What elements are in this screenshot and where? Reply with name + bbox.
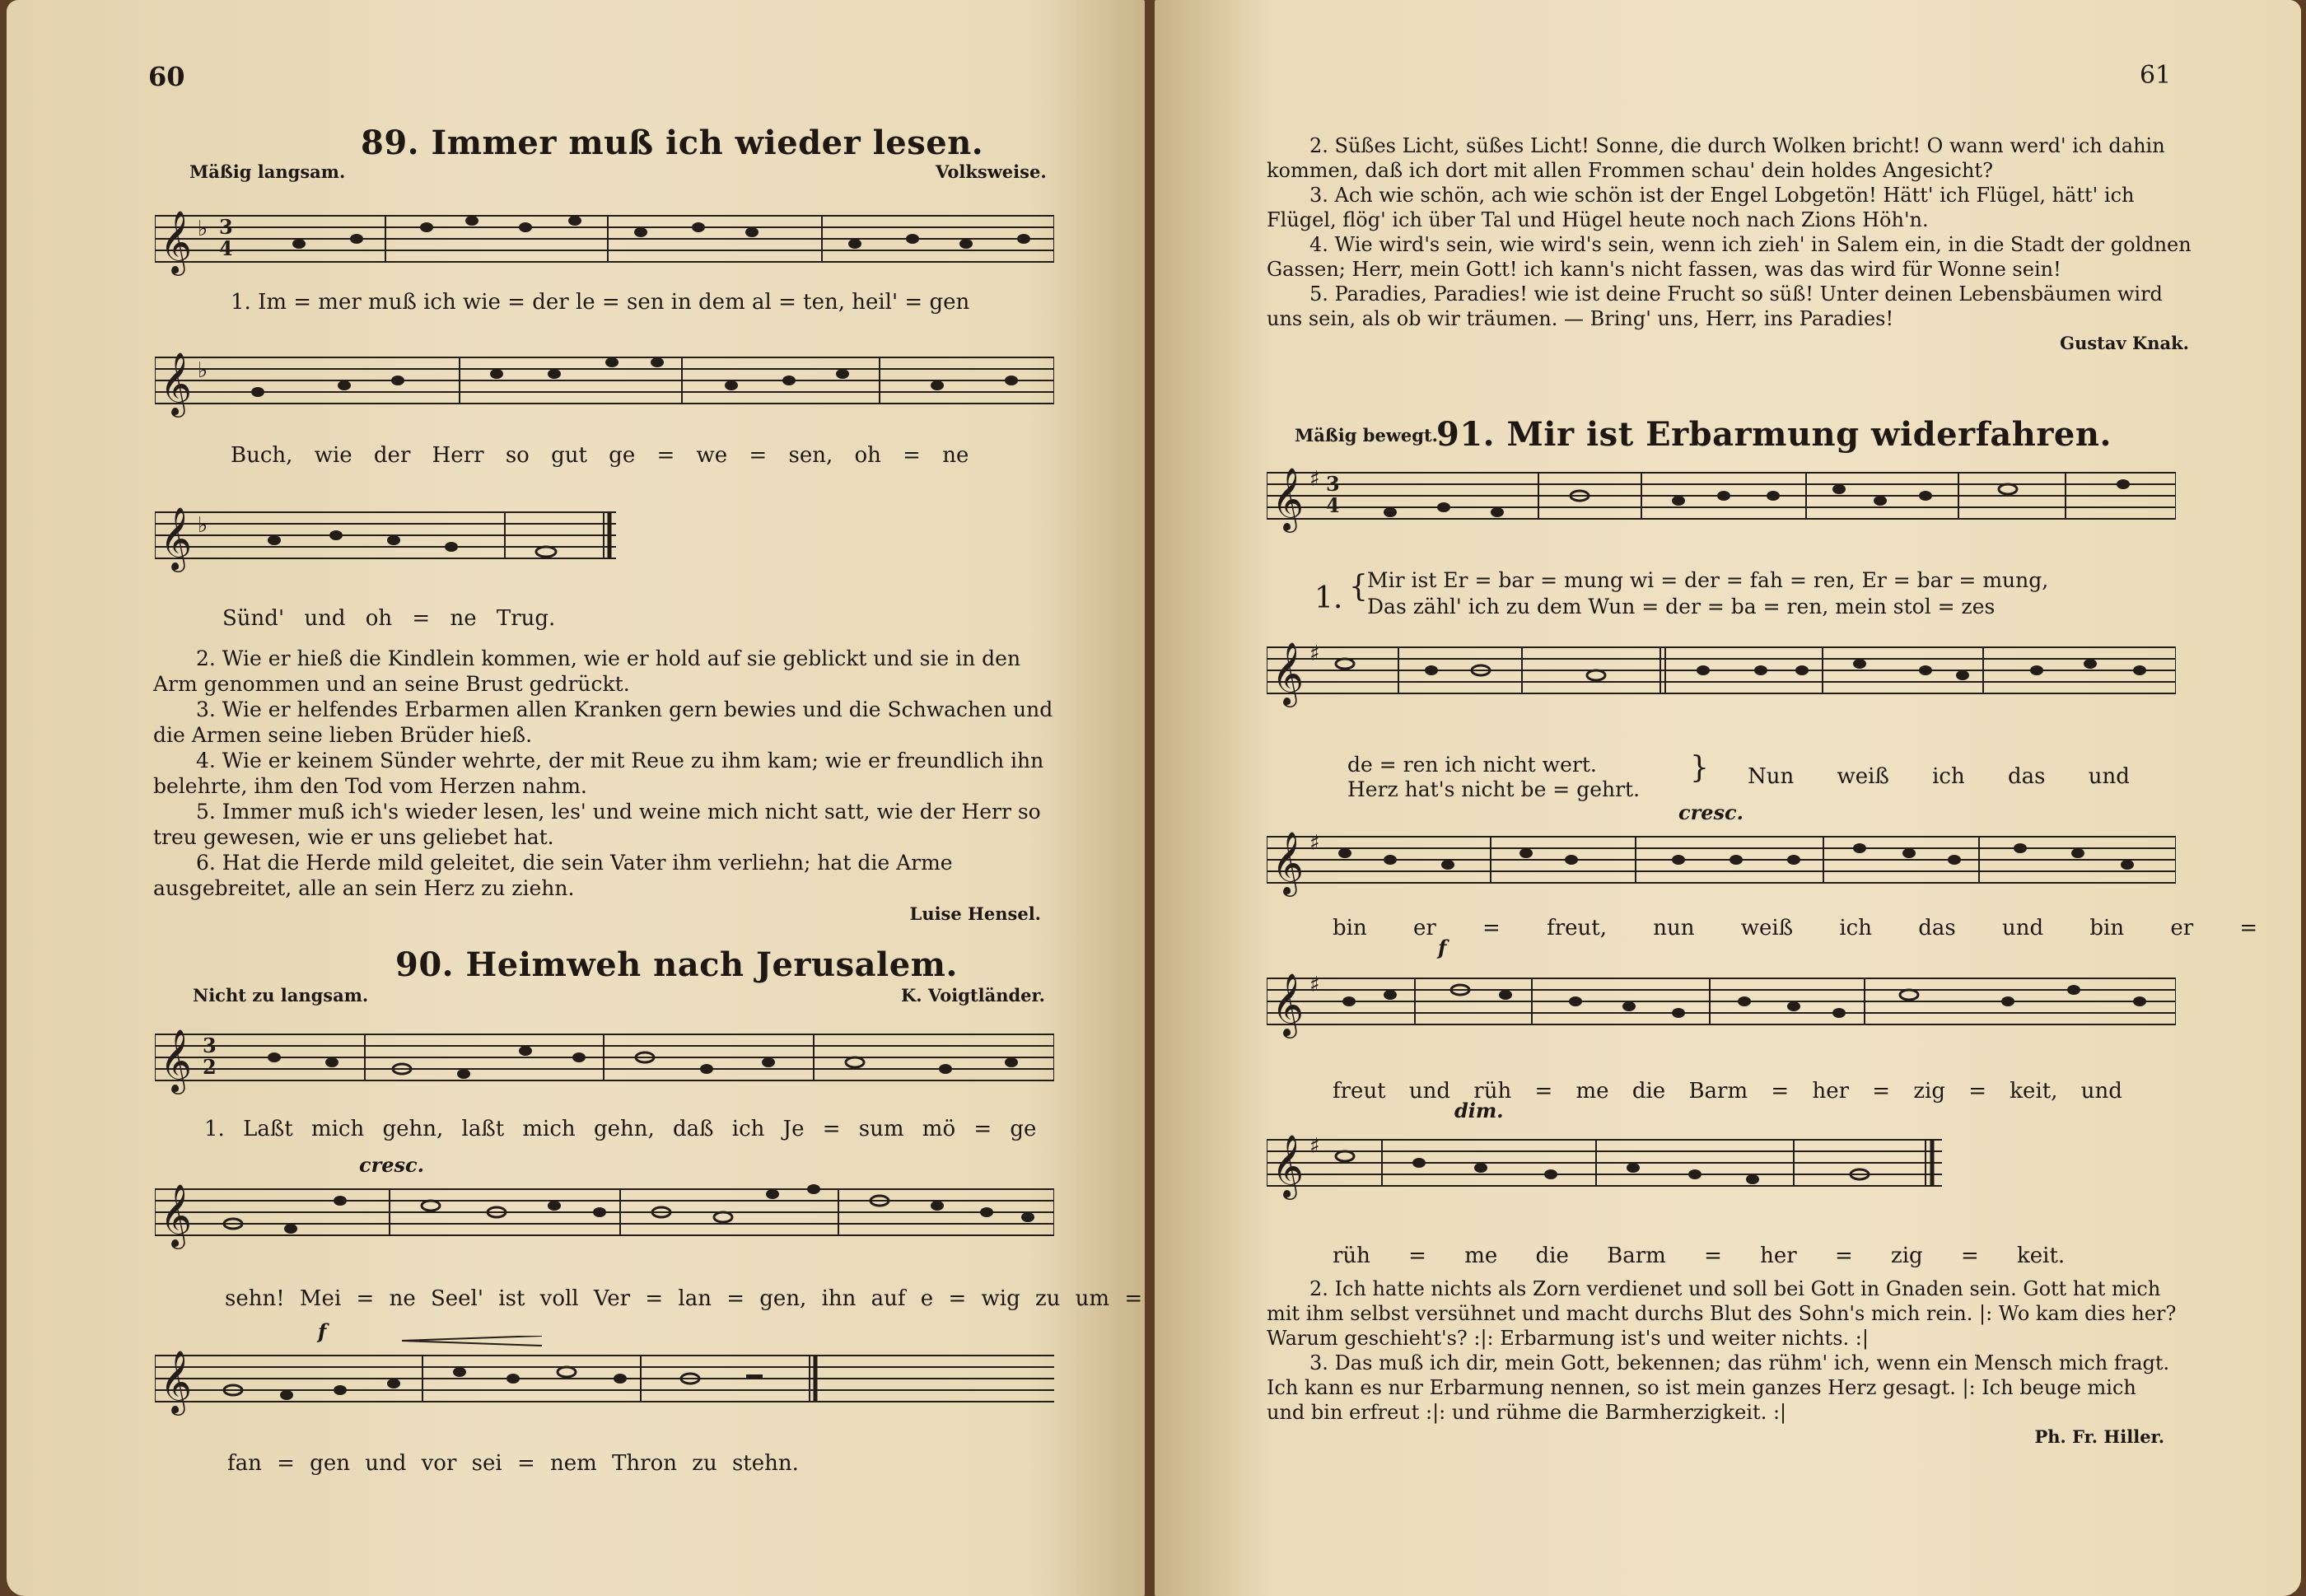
music-staff [1267,453,2176,535]
music-staff [155,1169,1054,1252]
hymn-89-source: Volksweise. [936,161,1047,182]
hymn-90-lyrics-line-3: fan = gen und vor sei = nem Thron zu stehn. [227,1451,799,1476]
hymn-91-lyrics-a1: Mir ist Er = bar = mung wi = der = fah = ren, Er = bar = mung, [1367,568,2049,592]
svg-text:♭: ♭ [198,217,208,241]
brace-icon: } [1690,751,1709,785]
music-staff [1267,628,2176,710]
hymn-91-lyrics-e: rüh = me die Barm = her = zig = keit. [1333,1244,2066,1268]
hymn-90-tempo: Nicht zu langsam. [193,985,369,1006]
hymn-90-verses [1267,133,2202,356]
verse-4: 4. Wie wird's sein, wie wird's sein, wenn ich zieh' in Salem ein, in die Stadt der goldnen Gassen; Herr, mein Gott! ich kann's nicht fassen, was das wird für Wonne sein! [1267,233,2192,281]
svg-text:3: 3 [1326,472,1340,496]
svg-text:𝄞: 𝄞 [160,210,193,273]
hymn-89-lyrics-line-1: 1. Im = mer muß ich wie = der le = sen in dem al = ten, heil' = gen [231,290,970,315]
verse-2: 2. Süßes Licht, süßes Licht! Sonne, die durch Wolken bricht! O wann werd' ich dahin kommen, daß ich dort mit allen Frommen schau' dein holdes Angesicht? [1267,134,2165,182]
hymn-89-title: 89. Immer muß ich wieder lesen. [361,124,984,162]
hymn-89-lyrics-line-2: Buch, wie der Herr so gut ge = we = sen, oh = ne [231,443,969,468]
music-staff [155,196,1054,278]
svg-text:4: 4 [1326,493,1340,517]
svg-text:𝄞: 𝄞 [1272,1134,1305,1197]
hymn-91-lyrics-b1: de = ren ich nicht wert. [1347,753,1597,777]
hymn-91-verses [1267,1276,2178,1449]
verse-4: 4. Wie er keinem Sünder wehrte, der mit Reue zu ihm kam; wie er freundlich ihn belehrte, ihm den Tod vom Herzen nahm. [153,749,1044,798]
svg-text:♯: ♯ [1309,973,1320,997]
verse-5: 5. Paradies, Paradies! wie ist deine Frucht so süß! Unter deinen Lebensbäumen wird uns sein, als ob wir träumen. — Bring' uns, Herr, ins Paradies! [1267,282,2163,330]
music-staff [155,338,1054,420]
music-staff [155,1336,1054,1418]
brace-icon: { [1349,570,1368,604]
hymn-91-tempo: Mäßig bewegt. [1295,425,1438,446]
svg-text:4: 4 [219,236,233,260]
verse-2: 2. Ich hatte nichts als Zorn verdienet und soll bei Gott in Gnaden sein. Gott hat mich mit ihm selbst versühnet und macht durchs Blut des Sohn's mich rein. |: Wo kam dies her? Warum geschieht's? :|: Erbarmung ist's und weiter nichts. :| [1267,1277,2177,1350]
svg-text:𝄞: 𝄞 [160,1029,193,1092]
verse-3: 3. Ach wie schön, ach wie schön ist der Engel Lobgetön! Hätt' ich Flügel, hätt' ich Flügel, flög' ich über Tal und Hügel heute noch nach Zions Höh'n. [1267,184,2135,231]
verse-2: 2. Wie er hieß die Kindlein kommen, wie er hold auf sie geblickt und sie in den Arm genommen und an seine Brust gedrückt. [153,646,1021,696]
hymn-90-source: K. Voigtländer. [901,985,1045,1006]
hymn-91-lyrics-b3: Nun weiß ich das und [1748,764,2130,789]
hymn-89-verses [153,646,1054,926]
hymn-91-title: 91. Mir ist Erbarmung widerfahren. [1436,415,2112,454]
svg-text:♭: ♭ [198,358,208,383]
dynamic-forte: f [1438,936,1447,959]
svg-text:𝄞: 𝄞 [1272,831,1305,894]
music-staff [155,492,616,575]
dynamic-cresc: cresc. [1678,800,1744,824]
svg-text:♭: ♭ [198,513,208,538]
svg-text:𝄞: 𝄞 [160,506,193,570]
right-page [1155,0,2301,1596]
music-staff [1267,817,2176,899]
svg-text:3: 3 [203,1034,217,1057]
svg-text:𝄞: 𝄞 [1272,642,1305,705]
svg-text:𝄞: 𝄞 [1272,973,1305,1036]
hymn-89-lyrics-line-3: Sünd' und oh = ne Trug. [222,606,556,631]
svg-text:2: 2 [203,1055,217,1079]
verse-3: 3. Das muß ich dir, mein Gott, bekennen; das rühm' ich, wenn ein Mensch mich fragt. Ich kann es nur Erbarmung nennen, so ist mein ganzes Herz gesagt. |: Ich beuge mich und bin erfreut :|: und rühme die Barmherzigkeit. :| [1267,1351,2170,1424]
hymn-90-lyrics-line-1: 1. Laßt mich gehn, laßt mich gehn, daß ich Je = sum mö = ge [204,1117,1037,1141]
hymn-91-lyrics-d: freut und rüh = me die Barm = her = zig = keit, und [1333,1079,2122,1104]
svg-text:𝄞: 𝄞 [1272,467,1305,530]
svg-text:♯: ♯ [1309,642,1320,666]
verse-number: 1. [1314,581,1343,615]
dynamic-forte: f [318,1319,327,1343]
hymn-91-lyrics-a2: Das zähl' ich zu dem Wun = der = ba = ren, mein stol = zes [1367,595,1996,618]
hymn-89-tempo: Mäßig langsam. [189,161,346,182]
svg-text:♯: ♯ [1309,831,1320,856]
svg-text:𝄞: 𝄞 [160,1350,193,1413]
hymn-89-author: Luise Hensel. [909,903,1041,924]
svg-text:𝄞: 𝄞 [160,352,193,415]
svg-text:𝄞: 𝄞 [160,1183,193,1247]
svg-text:♯: ♯ [1309,1134,1320,1159]
dynamic-cresc: cresc. [359,1153,425,1177]
hymn-91-lyrics-b2: Herz hat's nicht be = gehrt. [1347,777,1641,801]
verse-3: 3. Wie er helfendes Erbarmen allen Kranken gern bewies und die Schwachen und die Armen seine lieben Brüder hieß. [153,698,1053,747]
music-staff [155,1015,1054,1097]
dynamic-dim: dim. [1454,1099,1504,1122]
hymn-91-author: Ph. Fr. Hiller. [2034,1426,2164,1447]
music-staff [1267,959,2176,1041]
svg-text:3: 3 [219,215,233,239]
page-number: 61 [2140,61,2172,90]
hymn-91-lyrics-c: bin er = freut, nun weiß ich das und bin er = [1333,916,2258,940]
hymn-90-lyrics-line-2: sehn! Mei = ne Seel' ist voll Ver = lan = gen, ihn auf e = wig zu um = [225,1286,1143,1311]
hymn-90-title: 90. Heimweh nach Jerusalem. [395,945,958,984]
verse-5: 5. Immer muß ich's wieder lesen, les' und weine mich nicht satt, wie der Herr so treu gewesen, wie er uns geliebet hat. [153,800,1041,849]
music-staff [1267,1120,1942,1202]
verse-6: 6. Hat die Herde mild geleitet, die sein Vater ihm verliehn; hat die Arme ausgebreitet, alle an sein Herz zu ziehn. [153,851,953,900]
left-page [7,0,1145,1596]
hymn-90-author: Gustav Knak. [2060,333,2189,353]
page-number: 60 [148,61,185,92]
svg-text:♯: ♯ [1309,467,1320,492]
